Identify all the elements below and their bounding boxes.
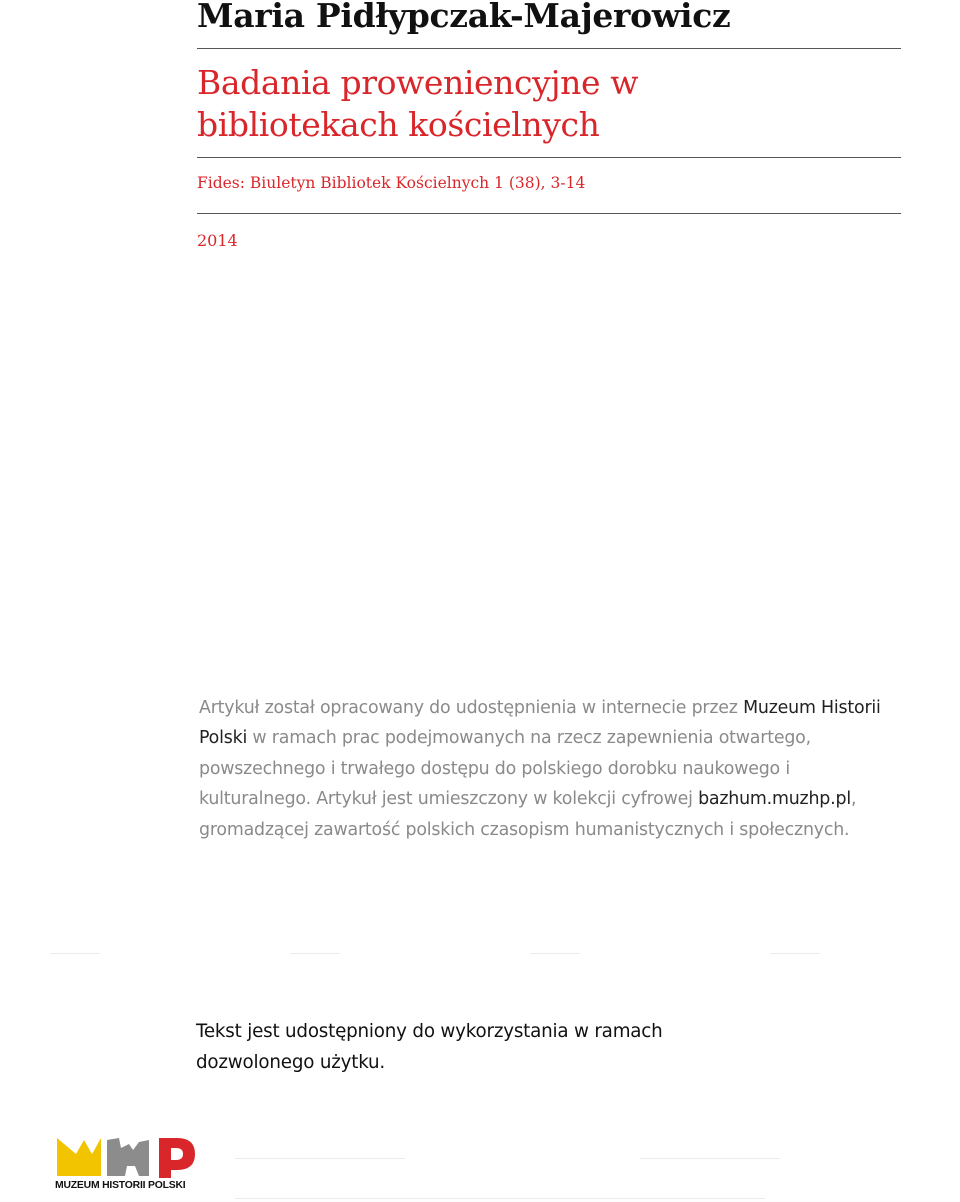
digitization-notice xyxy=(199,693,899,845)
publication-year: 2014 xyxy=(197,231,238,250)
eagle-wing-icon xyxy=(107,1138,149,1176)
source-citation: Fides: Biuletyn Bibliotek Kościelnych 1 (38), 3-14 xyxy=(197,174,586,192)
divider-rule xyxy=(197,213,901,214)
scan-artifact xyxy=(235,1198,765,1199)
letter-p-icon xyxy=(159,1138,195,1178)
scan-artifact xyxy=(235,1158,405,1159)
logo-caption: MUZEUM HISTORII POLSKI xyxy=(55,1180,186,1191)
crown-icon xyxy=(57,1138,101,1176)
author-name: Maria Pidłypczak-Majerowicz xyxy=(197,0,731,35)
muzeum-historii-polski-logo xyxy=(55,1136,205,1194)
notice-text: w ramach prac podejmowanych na rzecz zapewnienia otwartego, powszechnego i trwałego dostępu do polskiego dorobku naukowego i kulturalnego. Artykuł jest umieszczony w kolekcji cyfrowej xyxy=(199,728,811,810)
collection-site-link[interactable]: bazhum.muzhp.pl xyxy=(698,789,851,810)
scan-artifact xyxy=(290,953,340,954)
divider-rule xyxy=(197,157,901,158)
article-title: Badania proweniencyjne w bibliotekach kościelnych xyxy=(197,63,639,144)
scan-artifact xyxy=(640,1158,780,1159)
divider-rule xyxy=(197,48,901,49)
museum-logo-icon xyxy=(55,1136,205,1180)
scan-artifact xyxy=(50,953,100,954)
scan-artifact xyxy=(530,953,580,954)
notice-text: , gromadzącej zawartość polskich czasopism humanistycznych i społecznych. xyxy=(199,789,857,840)
license-notice: Tekst jest udostępniony do wykorzystania w ramach dozwolonego użytku. xyxy=(196,1021,663,1073)
notice-text: Artykuł został opracowany do udostępnienia w internecie przez xyxy=(199,698,744,718)
scan-artifact xyxy=(770,953,820,954)
institution-name: Muzeum Historii Polski xyxy=(199,698,881,749)
